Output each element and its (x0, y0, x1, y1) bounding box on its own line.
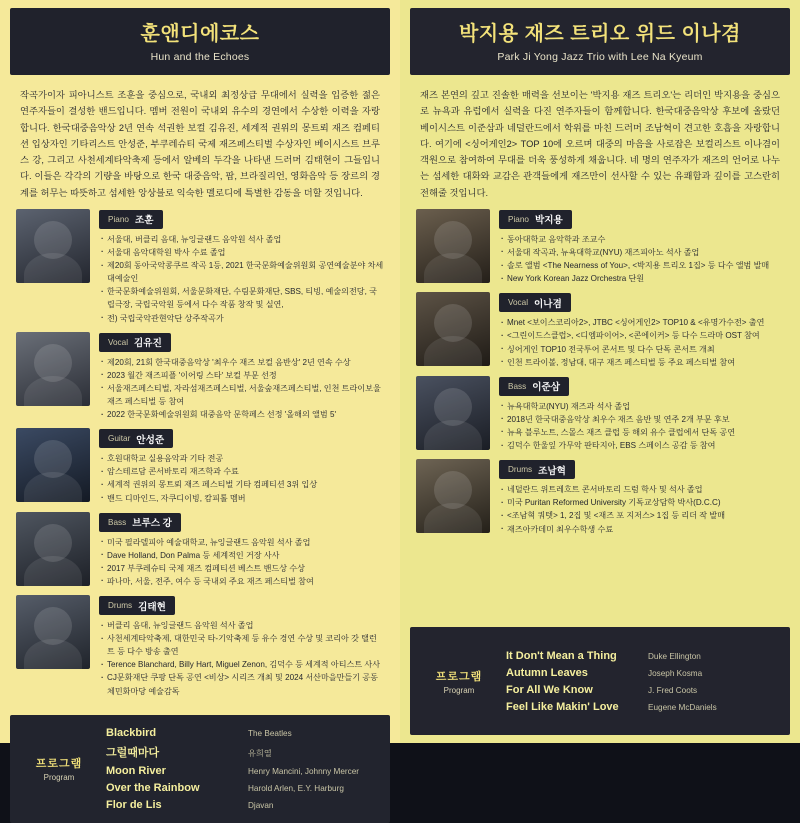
member-role: Drums (108, 601, 133, 611)
member-heading (499, 210, 572, 229)
program-items (506, 647, 778, 715)
program-items (106, 724, 378, 813)
list-item: · 서울대 음악대학원 박사 수료 졸업 (99, 246, 384, 259)
program-title: Autumn Leaves (506, 666, 588, 679)
member-heading (499, 293, 571, 312)
member-photo (16, 428, 90, 502)
member-name: 브루스 강 (132, 518, 172, 530)
panel-left-intro: 작곡가이자 피아니스트 조훈을 중심으로, 국내외 최정상급 무대에서 실력을 입증한 젊은 연주자들이 결성한 밴드입니다. 멤버 전원이 국내외 유수의 경연에서 수상한 이력을 자랑합니다. 한국대중음악상 2년 연속 석권한 보컬 김유진, 세계적 권위의 몽트뢰 재즈 컴페티션 입상자인 기타리스트 안성준, 부쿠레슈티 국제 재즈페스티벌 수상자인 베이시스트 브루스 강, 그리고 사천세계타악축제 등에서 알베의 두각을 나타낸 드러머 김태현이 그들입니다. 이들은 각각의 기량을 바탕으로 한국 대중음악, 팝, 브라질리언, 영화음악 등 장르의 경계를 허무는 따뜻하고 섬세한 앙상블로 익숙한 멜로디에 특별한 감동을 더할 것입니다. (20, 90, 380, 198)
program-title: Moon River (106, 764, 166, 777)
list-item: · 솔로 앨범 <The Nearness of You>, <박지용 트리오 1집> 등 다수 앨범 발매 (499, 259, 784, 272)
list-item: · 밴드 디마인드, 자쿠디이빙, 캄피톨 멤버 (99, 492, 384, 505)
member-name: 조훈 (134, 215, 154, 227)
list-item: · 버클리 음대, 뉴잉글랜드 음악원 석사 졸업 (99, 619, 384, 632)
member-photo (16, 512, 90, 586)
panel-left-header (10, 8, 390, 75)
list-item: · 전) 국립국악관현악단 상주작곡가 (99, 312, 384, 325)
list-item: · <그린이드스클럽>, <디엠파이어>, <콘에이커> 등 다수 드라마 OST 참여 (499, 329, 784, 342)
list-item: · 김덕수 한울잎 가무악 판타지아, EBS 스페이스 공감 등 참여 (499, 439, 784, 452)
program-artist: Henry Mancini, Johnny Mercer (248, 766, 360, 776)
member-heading (99, 513, 181, 532)
member-name: 김태현 (138, 601, 166, 613)
program-row (106, 779, 378, 796)
list-item: · 네덜란드 위트레흐트 콘서바토리 드럼 학사 및 석사 졸업 (499, 483, 784, 496)
program-artist: 유희열 (248, 748, 272, 758)
member-name: 조남혁 (538, 465, 566, 477)
member-card (16, 332, 384, 422)
member-name: 이준삼 (532, 382, 561, 394)
member-credits (499, 233, 784, 285)
member-role: Drums (508, 465, 533, 475)
member-photo (416, 209, 490, 283)
member-photo (416, 459, 490, 533)
list-item: · 세계적 권위의 몽트뢰 재즈 페스티벌 기타 컴페티션 3위 입상 (99, 478, 384, 491)
member-role: Guitar (108, 434, 131, 444)
member-credits (99, 356, 384, 422)
program-title: Feel Like Makin' Love (506, 700, 619, 713)
list-item: · 서울대 작곡과, 뉴욕대학교(NYU) 재즈피아노 석사 졸업 (499, 246, 784, 259)
member-card (416, 209, 784, 285)
member-name: 이나겸 (534, 298, 562, 310)
list-item: · 제20회 동아국악콩쿠르 작곡 1등, 2021 한국문화예술위원회 공연예술분야 차세대예술인 (99, 259, 384, 285)
member-name: 박지용 (534, 215, 563, 227)
member-card (416, 292, 784, 368)
panel-right-title-kr: 박지용 재즈 트리오 위드 이나겸 (459, 23, 741, 45)
member-photo (416, 292, 490, 366)
program-title: 그럴때마다 (106, 746, 160, 759)
list-item: · 제20회, 21회 한국대중음악상 '최우수 재즈 보컬 음반상' 2년 연속 수상 (99, 356, 384, 369)
artist-panel-right (400, 0, 800, 743)
panel-left-title-en: Hun and the Echoes (150, 51, 250, 63)
member-heading (99, 333, 171, 352)
program-left (10, 715, 390, 823)
list-item: · 서울재즈페스티벌, 자라섬재즈페스티벌, 서울숲재즈페스티벌, 인천 트라이보울 재즈 페스티벌 등 참여 (99, 382, 384, 408)
program-artist: Duke Ellington (648, 651, 701, 661)
list-item: · 암스테르담 콘서바토리 재즈학과 수료 (99, 465, 384, 478)
member-heading (99, 210, 163, 229)
program-row (506, 647, 778, 664)
member-credits (499, 483, 784, 535)
member-card (16, 512, 384, 588)
member-role: Bass (508, 381, 527, 391)
program-artist: Eugene McDaniels (648, 702, 717, 712)
panel-right-member-list (400, 207, 800, 621)
member-photo (16, 332, 90, 406)
list-item: · Mnet <보이스코리아2>, JTBC <싱어게인2> TOP10 & <유명가수전> 출연 (499, 316, 784, 329)
member-credits (99, 619, 384, 698)
program-title: Blackbird (106, 726, 157, 739)
list-item: · 미국 필라델피아 예술대학교, 뉴잉글랜드 음악원 석사 졸업 (99, 536, 384, 549)
list-item: · New York Korean Jazz Orchestra 단원 (499, 272, 784, 285)
list-item: · 호원대학교 실용음악과 기타 전공 (99, 452, 384, 465)
list-item: · CJ문화재단 쿠팡 단독 공연 <비상> 시리즈 개최 및 2024 서산마을만들기 공동체민화마당 예술감독 (99, 671, 384, 697)
list-item: · 동아대학교 음악학과 조교수 (499, 233, 784, 246)
member-card (16, 428, 384, 504)
list-item: · 미국 Puritan Reformed University 기독교상담학 박사(D.C.C) (499, 496, 784, 509)
program-title: Flor de Lis (106, 798, 162, 811)
member-photo (416, 376, 490, 450)
member-credits (499, 316, 784, 368)
member-name: 김유진 (134, 338, 162, 350)
program-label (422, 668, 496, 695)
panel-right-title-en: Park Ji Yong Jazz Trio with Lee Na Kyeum (497, 51, 703, 63)
member-heading (99, 596, 175, 615)
member-heading (499, 460, 575, 479)
panel-right-intro: 재즈 본연의 깊고 진솔한 매력을 선보이는 '박지용 재즈 트리오'는 리더인 박지용을 중심으로 뉴욕과 유럽에서 실력을 다진 연주자들이 함께합니다. 한국대중음악상 후보에 올랐던 베이시스트 이준삼과 네덜란드에서 학위를 마친 드러머 조남혁이 견고한 호흡을 자랑합니다. 여기에 <싱어게인2> TOP 10에 오르며 대중의 마음을 사로잡은 보컬리스트 이나겸이 객원으로 참여하여 무대를 더욱 풍성하게 채웁니다. 네 명의 연주자가 재즈의 언어로 나누는 섬세한 대화와 교감은 관객들에게 재즈만이 선사할 수 있는 유쾌함과 깊이를 고스란히 전해줄 것입니다. (420, 90, 780, 198)
member-credits (99, 233, 384, 325)
panel-left-title-kr: 훈앤디에코스 (140, 23, 260, 45)
program-row (506, 681, 778, 698)
program-label-en: Program (43, 773, 75, 783)
program-artist: Djavan (248, 800, 274, 810)
list-item: · 2023 월간 재즈피플 '이어링 스타' 보컬 부문 선정 (99, 369, 384, 382)
member-credits (99, 452, 384, 504)
member-credits (99, 536, 384, 588)
member-card (416, 459, 784, 535)
list-item: · 사천세계타악축제, 대한민국 타-기악축제 등 유수 경연 수상 및 코리아 갓 탤런트 등 다수 방송 출연 (99, 632, 384, 658)
program-row (106, 724, 378, 741)
program-row (106, 762, 378, 779)
program-label (22, 755, 96, 782)
program-title: It Don't Mean a Thing (506, 649, 617, 662)
list-item: · <조남혁 쿼텟> 1, 2집 및 <재즈 포 지저스> 1집 등 리더 작 발매 (499, 509, 784, 522)
list-item: · 파나마, 서울, 전주, 여수 등 국내외 주요 재즈 페스티벌 참여 (99, 575, 384, 588)
artist-panel-left (0, 0, 400, 811)
program-label-en: Program (443, 685, 475, 695)
program-title: For All We Know (506, 683, 593, 696)
list-item: · 한국문화예술위원회, 서울문화재단, 수림문화재단, SBS, 티빙, 예술의전당, 국립극장, 국립국악원 등에서 다수 작품 창작 및 실연, (99, 285, 384, 311)
program-right (410, 627, 790, 735)
program-label-kr: 프로그램 (435, 670, 483, 683)
list-item: · 뉴욕대학교(NYU) 재즈과 석사 졸업 (499, 400, 784, 413)
member-heading (99, 429, 173, 448)
list-item: · Dave Holland, Don Palma 등 세계적인 거장 사사 (99, 549, 384, 562)
program-artist: J. Fred Coots (648, 685, 698, 695)
program-artist: Harold Arlen, E.Y. Harburg (248, 783, 344, 793)
list-item: · 인천 트라이볼, 정남대, 대구 재즈 페스티벌 등 주요 페스티벌 참여 (499, 356, 784, 369)
member-photo (16, 595, 90, 669)
program-row (506, 698, 778, 715)
member-card (416, 376, 784, 452)
panel-left-member-list (0, 207, 400, 709)
member-role: Vocal (508, 298, 529, 308)
list-item: · 2017 부쿠레슈티 국제 재즈 컴페티션 베스트 밴드상 수상 (99, 562, 384, 575)
member-credits (499, 400, 784, 452)
list-item: · 재즈아카데미 최우수학생 수료 (499, 523, 784, 536)
member-role: Piano (508, 214, 529, 224)
program-artist: Joseph Kosma (648, 668, 703, 678)
member-role: Bass (108, 517, 127, 527)
member-role: Vocal (108, 337, 129, 347)
member-name: 안성준 (136, 434, 165, 446)
program-title: Over the Rainbow (106, 781, 200, 794)
member-card (16, 209, 384, 325)
panel-right-header (410, 8, 790, 75)
program-label-kr: 프로그램 (35, 758, 83, 771)
member-photo (16, 209, 90, 283)
list-item: · Terence Blanchard, Billy Hart, Miguel Zenon, 김덕수 등 세계적 아티스트 사사 (99, 658, 384, 671)
member-heading (499, 377, 569, 396)
program-row (106, 796, 378, 813)
program-artist: The Beatles (248, 728, 292, 738)
list-item: · 2018년 한국대중음악상 최우수 재즈 음반 및 연주 2개 부문 후보 (499, 413, 784, 426)
member-card (16, 595, 384, 698)
list-item: · 2022 한국문화예술위원회 대중음악 문학페스 선정 '올해의 앨범 5' (99, 408, 384, 421)
member-role: Piano (108, 214, 129, 224)
list-item: · 뉴욕 블루노트, 스몰스 재즈 클럽 등 해외 유수 클럽에서 단독 공연 (499, 426, 784, 439)
program-row (106, 741, 378, 762)
program-row (506, 664, 778, 681)
list-item: · 서울대, 버클리 음대, 뉴잉글랜드 음악원 석사 졸업 (99, 233, 384, 246)
list-item: · 싱어게인 TOP10 전국투어 콘서트 및 다수 단독 콘서트 개최 (499, 343, 784, 356)
